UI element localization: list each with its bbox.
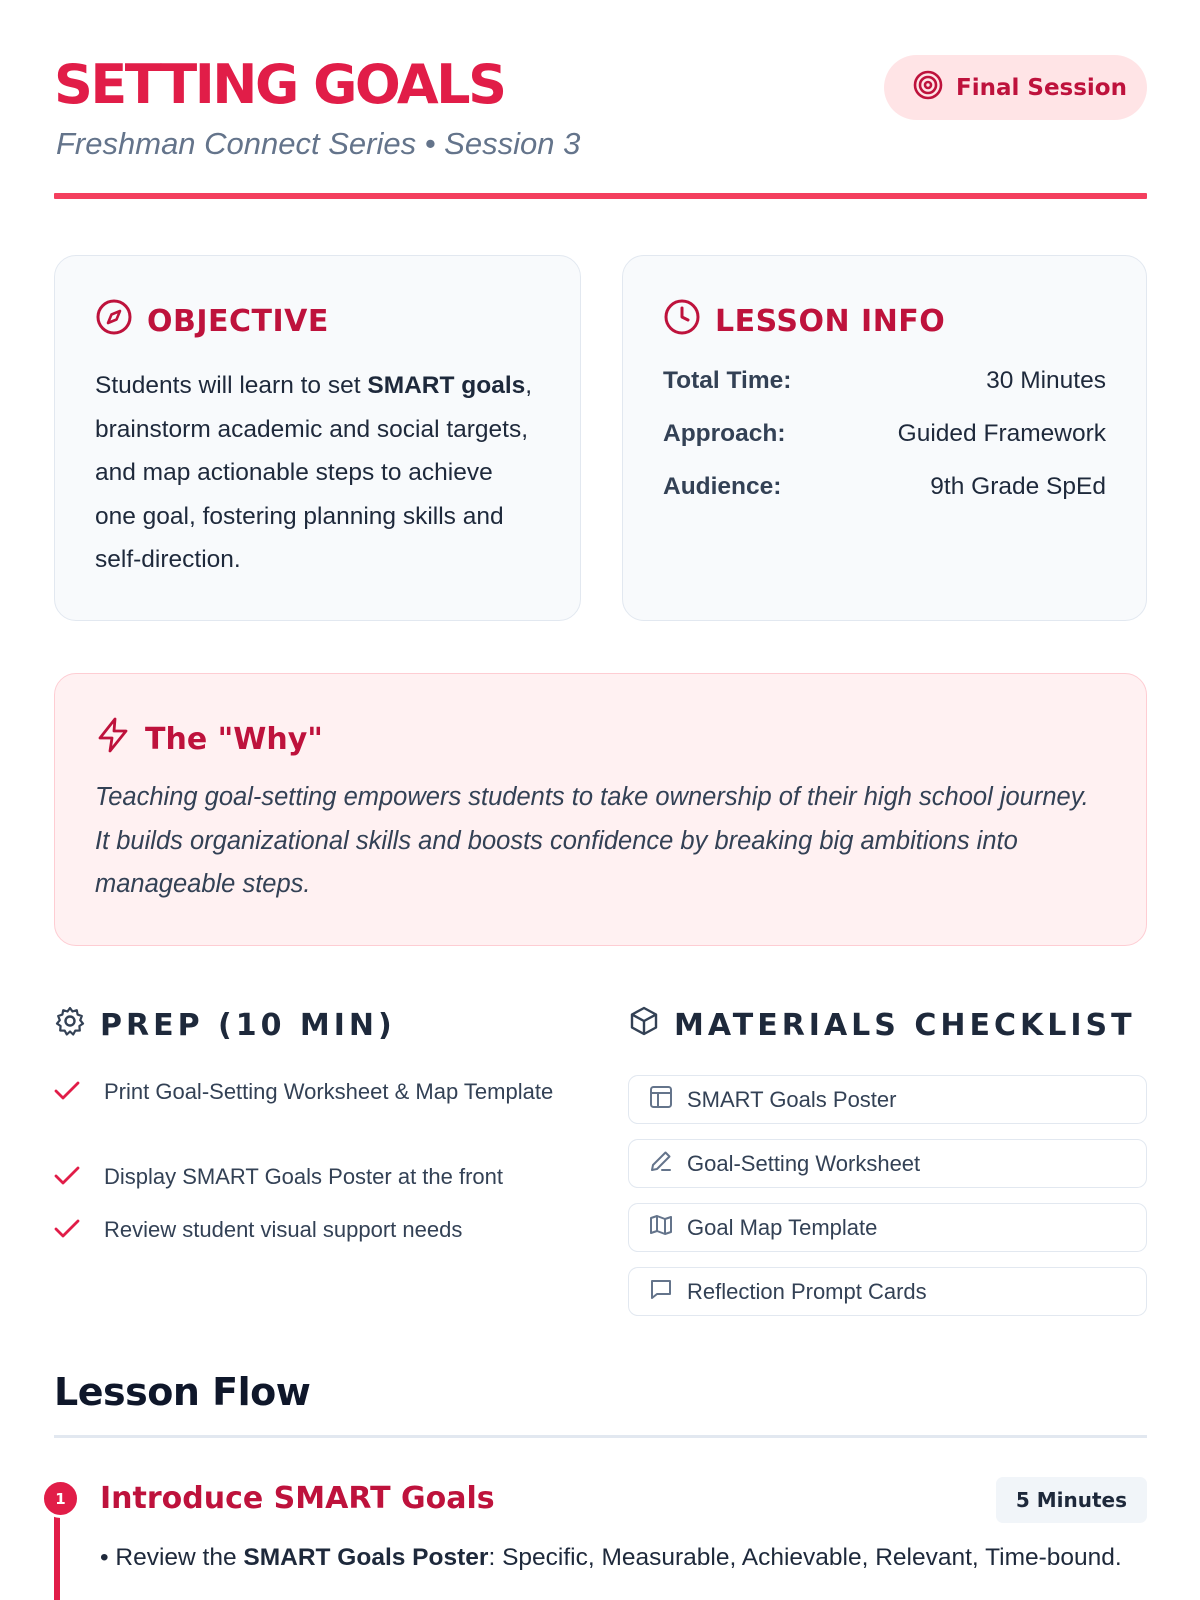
lesson-info-card: [622, 255, 1147, 621]
step-description: [100, 1539, 1140, 1577]
info-row-approach: [663, 420, 1106, 448]
material-label: Goal-Setting Worksheet: [687, 1150, 921, 1176]
info-key: Total Time:: [663, 367, 792, 394]
info-value: Guided Framework: [897, 420, 1106, 447]
final-session-badge: [884, 55, 1147, 120]
material-item[interactable]: [628, 1203, 1147, 1252]
why-title: [95, 716, 323, 762]
objective-card: [54, 255, 581, 621]
clock-icon: [663, 298, 701, 344]
lesson-flow-title: Lesson Flow: [54, 1370, 311, 1414]
package-icon: [628, 1005, 660, 1045]
info-value: 9th Grade SpEd: [930, 473, 1106, 500]
prep-item: [54, 1160, 554, 1196]
lesson-info-title-label: LESSON INFO: [715, 303, 946, 339]
step-duration-badge: 5 Minutes: [996, 1477, 1147, 1523]
layout-icon: [649, 1085, 673, 1115]
objective-text-end: , brainstorm academic and social targets, and map actionable steps to achieve one goal, fostering planning skills and self-direction.: [95, 372, 533, 573]
step-bold-text: SMART Goals Poster: [243, 1544, 489, 1571]
prep-title-label: PREP (10 MIN): [100, 1007, 396, 1043]
lesson-flow-divider: [54, 1435, 1147, 1438]
prep-item: [54, 1213, 554, 1249]
lesson-info-title: [663, 298, 945, 344]
materials-title: [628, 1005, 1136, 1045]
step-number-badge: 1: [41, 1479, 80, 1518]
page-title: SETTING GOALS: [54, 53, 505, 116]
info-row-total-time: [663, 367, 1106, 395]
header-divider: [54, 193, 1147, 199]
message-icon: [649, 1277, 673, 1307]
prep-title: [54, 1005, 396, 1045]
material-item[interactable]: [628, 1139, 1147, 1188]
step-bullet: • Review the: [100, 1544, 244, 1571]
page-subtitle: Freshman Connect Series • Session 3: [56, 126, 581, 161]
prep-item-text: Print Goal-Setting Worksheet & Map Template: [104, 1079, 554, 1104]
prep-item-text: Display SMART Goals Poster at the front: [104, 1164, 504, 1189]
check-icon: [54, 1213, 82, 1249]
gear-icon: [54, 1005, 86, 1045]
objective-text-bold: SMART goals: [367, 372, 526, 399]
material-label: Reflection Prompt Cards: [687, 1278, 927, 1304]
badge-label: Final Session: [956, 74, 1127, 101]
materials-title-label: MATERIALS CHECKLIST: [674, 1007, 1136, 1043]
objective-text: [95, 364, 535, 582]
material-item[interactable]: [628, 1075, 1147, 1124]
map-icon: [649, 1213, 673, 1243]
info-value: 30 Minutes: [986, 367, 1106, 394]
check-icon: [54, 1075, 82, 1111]
header: [54, 0, 1147, 200]
objective-text-start: Students will learn to set: [95, 372, 368, 399]
why-callout: [54, 673, 1147, 946]
why-title-label: The "Why": [145, 721, 323, 757]
prep-item-text: Review student visual support needs: [104, 1217, 463, 1242]
lightning-icon: [95, 716, 131, 762]
why-text: Teaching goal-setting empowers students to take ownership of their high school journey. It builds organizational skills and boosts confidence by breaking big ambitions into manageable steps.: [95, 783, 1089, 898]
lesson-plan-page: [54, 0, 1147, 1571]
material-item[interactable]: [628, 1267, 1147, 1316]
compass-icon: [95, 298, 133, 344]
target-icon: [912, 69, 944, 106]
step-rest-text: : Specific, Measurable, Achievable, Relevant, Time-bound.: [488, 1544, 1122, 1571]
material-label: SMART Goals Poster: [687, 1086, 897, 1112]
objective-title-label: OBJECTIVE: [147, 303, 329, 339]
info-key: Audience:: [663, 473, 782, 500]
pencil-icon: [649, 1149, 673, 1179]
info-row-audience: [663, 473, 1106, 501]
step-title: Introduce SMART Goals: [100, 1481, 495, 1516]
objective-title: [95, 298, 329, 344]
material-label: Goal Map Template: [687, 1214, 878, 1240]
prep-item: [54, 1075, 554, 1111]
info-key: Approach:: [663, 420, 786, 447]
check-icon: [54, 1160, 82, 1196]
